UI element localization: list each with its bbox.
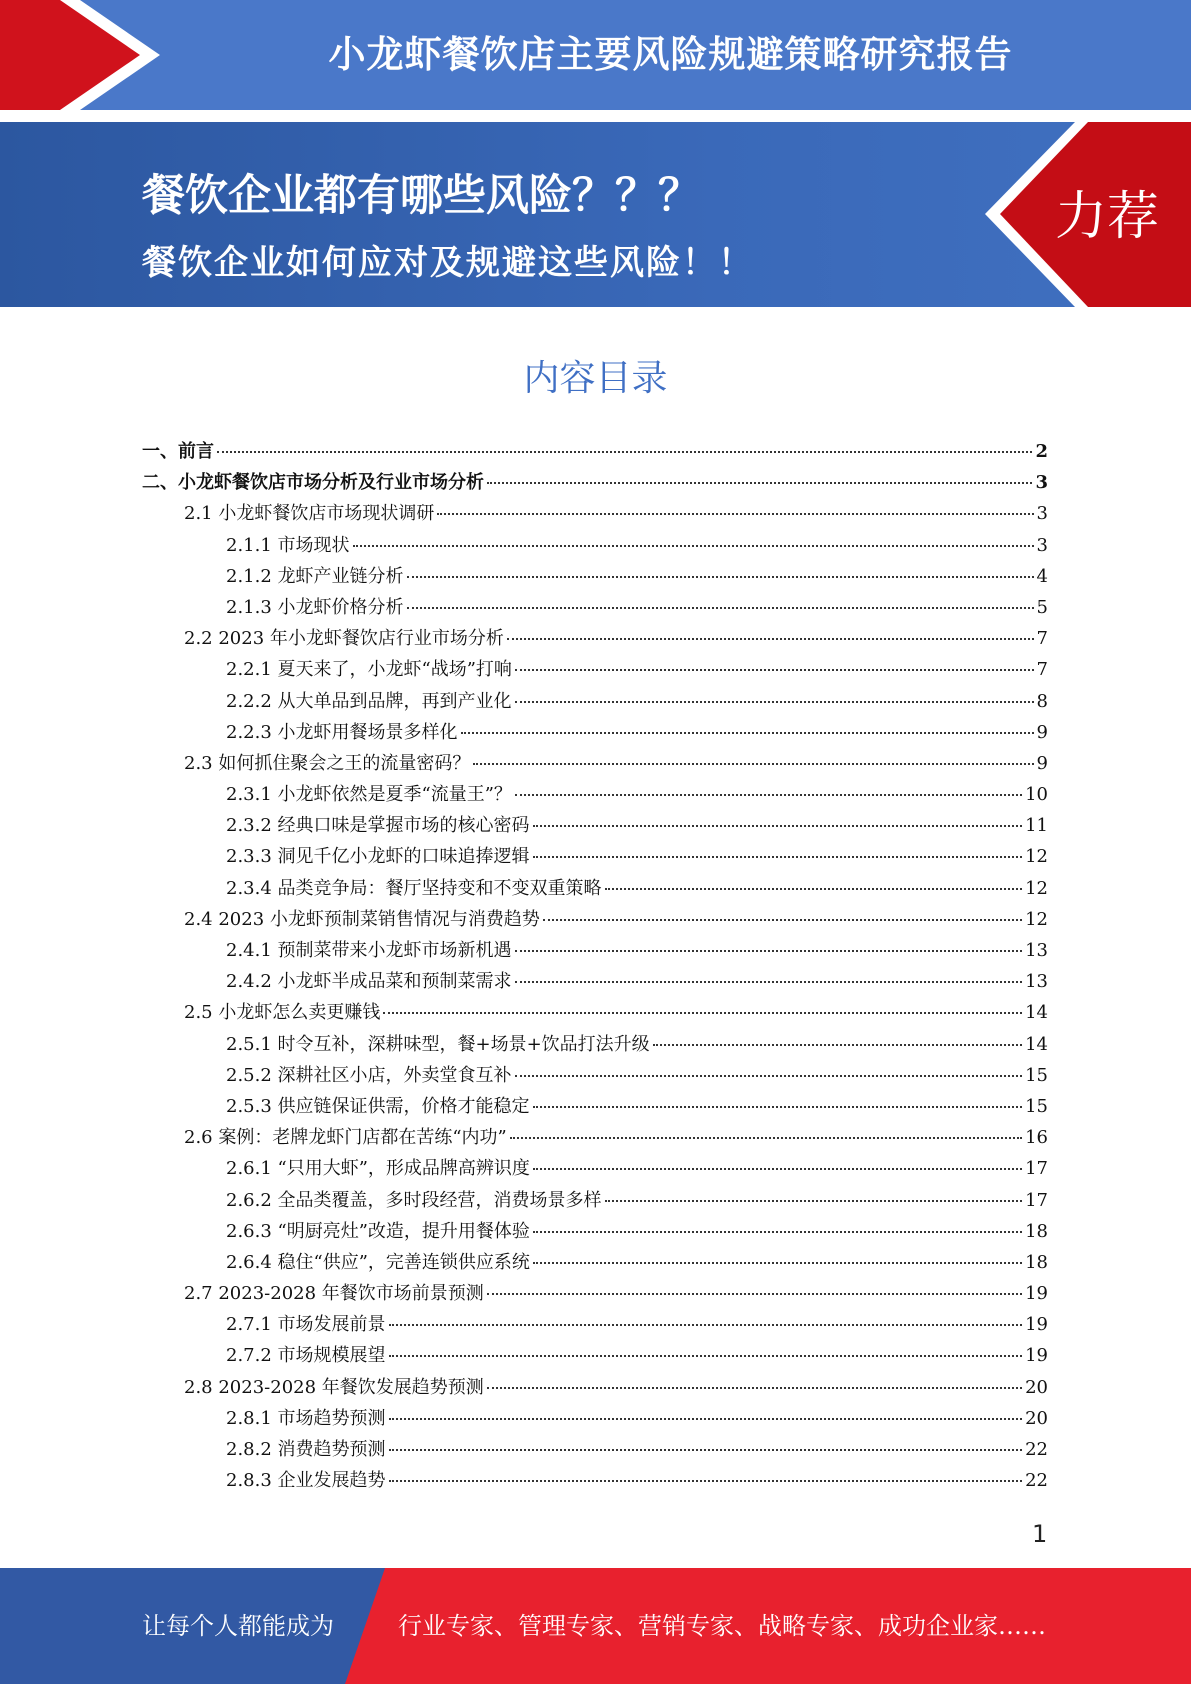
toc-dot-leader xyxy=(389,1355,1023,1357)
toc-entry-page: 12 xyxy=(1025,877,1048,899)
toc-entry-page: 2 xyxy=(1035,441,1048,462)
toc-dot-leader xyxy=(507,638,1034,640)
page-number: 1 xyxy=(1032,1520,1048,1548)
toc-entry-page: 16 xyxy=(1025,1127,1048,1149)
toc-entry[interactable] xyxy=(142,1030,1048,1061)
toc-entry[interactable] xyxy=(142,468,1048,499)
toc-entry-page: 17 xyxy=(1025,1158,1048,1180)
toc-entry-label: 2.1.1 市场现状 xyxy=(226,534,350,556)
toc-entry[interactable] xyxy=(142,1310,1048,1341)
toc-dot-leader xyxy=(533,825,1023,827)
toc-entry-label: 2.2.1 夏天来了，小龙虾“战场”打响 xyxy=(226,659,512,681)
toc-entry-page: 17 xyxy=(1025,1189,1048,1211)
toc-entry-label: 二、小龙虾餐饮店市场分析及行业市场分析 xyxy=(142,472,484,494)
toc-dot-leader xyxy=(533,1231,1022,1233)
toc-entry-label: 2.8.2 消费趋势预测 xyxy=(226,1439,386,1460)
toc-entry[interactable] xyxy=(142,1217,1048,1248)
toc-entry[interactable] xyxy=(142,1341,1048,1372)
toc-entry-page: 8 xyxy=(1036,690,1048,712)
toc-entry[interactable] xyxy=(142,499,1048,530)
toc-dot-leader xyxy=(437,513,1033,515)
toc-dot-leader xyxy=(487,482,1032,484)
toc-entry[interactable] xyxy=(142,1092,1048,1123)
toc-entry-page: 22 xyxy=(1025,1470,1048,1492)
toc-dot-leader xyxy=(515,1075,1023,1077)
recommend-badge: 力荐 xyxy=(1055,187,1160,247)
toc-entry-page: 18 xyxy=(1025,1220,1048,1242)
toc-entry[interactable] xyxy=(142,1435,1048,1466)
toc-dot-leader xyxy=(515,950,1023,952)
toc-dot-leader xyxy=(383,1012,1022,1014)
toc-entry-page: 20 xyxy=(1025,1407,1048,1429)
toc-entry-label: 一、前言 xyxy=(142,441,214,462)
toc-dot-leader xyxy=(407,607,1034,609)
toc-entry[interactable] xyxy=(142,967,1048,998)
toc-entry-label: 2.6.3 “明厨亮灶”改造，提升用餐体验 xyxy=(226,1220,530,1242)
toc-entry[interactable] xyxy=(142,1373,1048,1404)
hero-banner xyxy=(0,122,1191,307)
toc-entry-label: 2.5 小龙虾怎么卖更赚钱 xyxy=(184,1002,381,1024)
toc-entry-label: 2.8.3 企业发展趋势 xyxy=(226,1470,386,1492)
toc-entry[interactable] xyxy=(142,874,1048,905)
toc-entry-label: 2.6.4 稳住“供应”，完善连锁供应系统 xyxy=(226,1251,530,1273)
toc-entry-page: 12 xyxy=(1025,846,1048,868)
toc-entry[interactable] xyxy=(142,531,1048,562)
toc-dot-leader xyxy=(653,1044,1022,1046)
toc-entry-label: 2.2.3 小龙虾用餐场景多样化 xyxy=(226,721,458,743)
toc-entry-label: 2.8 2023-2028 年餐饮发展趋势预测 xyxy=(184,1376,484,1398)
toc-dot-leader xyxy=(605,1200,1023,1202)
banner-headline-answers: 餐饮企业如何应对及规避这些风险！！ xyxy=(142,243,754,283)
toc-entry[interactable] xyxy=(142,437,1048,468)
toc-entry-label: 2.1 小龙虾餐饮店市场现状调研 xyxy=(184,503,435,525)
toc-entry-page: 19 xyxy=(1025,1283,1048,1305)
toc-entry[interactable] xyxy=(142,562,1048,593)
toc-entry-label: 2.1.3 小龙虾价格分析 xyxy=(226,596,404,618)
toc-entry-page: 18 xyxy=(1025,1251,1048,1273)
toc-entry[interactable] xyxy=(142,842,1048,873)
toc-entry[interactable] xyxy=(142,811,1048,842)
toc-entry-page: 5 xyxy=(1036,596,1048,618)
toc-entry-label: 2.4 2023 小龙虾预制菜销售情况与消费趋势 xyxy=(184,908,540,930)
toc-dot-leader xyxy=(407,576,1034,578)
toc-dot-leader xyxy=(533,1262,1022,1264)
toc-entry[interactable] xyxy=(142,624,1048,655)
toc-dot-leader xyxy=(461,732,1034,734)
toc-entry[interactable] xyxy=(142,593,1048,624)
toc-entry-label: 2.3 如何抓住聚会之王的流量密码？ xyxy=(184,752,471,774)
toc-entry-label: 2.6.2 全品类覆盖，多时段经营，消费场景多样 xyxy=(226,1189,602,1211)
footer-slogan-right: 行业专家、管理专家、营销专家、战略专家、成功企业家…… xyxy=(398,1612,1046,1640)
toc-entry-label: 2.4.2 小龙虾半成品菜和预制菜需求 xyxy=(226,971,512,993)
toc-entry-page: 11 xyxy=(1025,815,1048,837)
toc-dot-leader xyxy=(533,1106,1023,1108)
toc-dot-leader xyxy=(605,888,1023,890)
toc-entry-label: 2.7 2023-2028 年餐饮市场前景预测 xyxy=(184,1283,484,1305)
toc-entry-page: 15 xyxy=(1025,1064,1048,1086)
toc-entry[interactable] xyxy=(142,749,1048,780)
toc-entry-label: 2.2 2023 年小龙虾餐饮店行业市场分析 xyxy=(184,628,504,650)
footer-slogan-left: 让每个人都能成为 xyxy=(142,1612,334,1640)
footer-bar xyxy=(0,1568,1191,1684)
toc-entry-page: 20 xyxy=(1025,1376,1048,1398)
toc-entry-label: 2.8.1 市场趋势预测 xyxy=(226,1407,386,1429)
toc-entry-page: 19 xyxy=(1025,1314,1048,1336)
toc-entry-page: 22 xyxy=(1025,1439,1048,1460)
toc-entry-page: 10 xyxy=(1025,784,1048,806)
toc-entry-page: 9 xyxy=(1036,752,1048,774)
toc-entry[interactable] xyxy=(142,1279,1048,1310)
toc-entry-page: 14 xyxy=(1025,1002,1048,1024)
toc-dot-leader xyxy=(533,856,1023,858)
toc-entry-label: 2.1.2 龙虾产业链分析 xyxy=(226,565,404,587)
toc-entry[interactable] xyxy=(142,1404,1048,1435)
toc-dot-leader xyxy=(533,1168,1022,1170)
toc-entry-page: 9 xyxy=(1036,721,1048,743)
toc-entry-label: 2.7.2 市场规模展望 xyxy=(226,1345,386,1367)
top-title-bar xyxy=(0,0,1191,110)
report-title: 小龙虾餐饮店主要风险规避策略研究报告 xyxy=(328,33,1013,76)
toc-dot-leader xyxy=(217,451,1032,453)
toc-entry[interactable] xyxy=(142,1248,1048,1279)
toc-dot-leader xyxy=(389,1480,1023,1482)
toc-entry[interactable] xyxy=(142,718,1048,749)
toc-entry-page: 14 xyxy=(1025,1033,1048,1055)
toc-dot-leader xyxy=(353,545,1034,547)
toc-entry-page: 19 xyxy=(1025,1345,1048,1367)
toc-dot-leader xyxy=(515,981,1023,983)
toc-entry-label: 2.3.2 经典口味是掌握市场的核心密码 xyxy=(226,815,530,837)
toc-dot-leader xyxy=(487,1293,1022,1295)
toc-entry-label: 2.2.2 从大单品到品牌，再到产业化 xyxy=(226,690,512,712)
toc-dot-leader xyxy=(515,669,1034,671)
toc-entry-page: 7 xyxy=(1036,659,1048,681)
toc-entry[interactable] xyxy=(142,1061,1048,1092)
toc-entry-label: 2.5.2 深耕社区小店，外卖堂食互补 xyxy=(226,1064,512,1086)
toc-dot-leader xyxy=(389,1449,1023,1451)
toc-entry-page: 15 xyxy=(1025,1095,1048,1117)
toc-entry-page: 3 xyxy=(1035,472,1048,494)
toc-dot-leader xyxy=(510,1137,1022,1139)
header-divider xyxy=(0,110,1191,122)
toc-dot-leader xyxy=(515,701,1034,703)
toc-entry[interactable] xyxy=(142,1154,1048,1185)
toc-title: 内容目录 xyxy=(523,358,668,399)
toc-entry-label: 2.7.1 市场发展前景 xyxy=(226,1314,386,1336)
toc-entry-label: 2.4.1 预制菜带来小龙虾市场新机遇 xyxy=(226,940,512,961)
toc-entry[interactable] xyxy=(142,1466,1048,1497)
toc-entry[interactable] xyxy=(142,998,1048,1029)
banner-headline-questions: 餐饮企业都有哪些风险？？？ xyxy=(142,171,701,221)
toc-dot-leader xyxy=(473,763,1033,765)
toc-entry-label: 2.5.3 供应链保证供需，价格才能稳定 xyxy=(226,1095,530,1117)
toc-entry-label: 2.3.3 洞见千亿小龙虾的口味追捧逻辑 xyxy=(226,846,530,868)
toc-entry[interactable] xyxy=(142,1186,1048,1217)
toc-entry[interactable] xyxy=(142,936,1048,967)
toc-entry-label: 2.3.4 品类竞争局：餐厅坚持变和不变双重策略 xyxy=(226,877,602,899)
toc-entry-page: 7 xyxy=(1036,628,1048,650)
toc-dot-leader xyxy=(543,919,1022,921)
toc-entry[interactable] xyxy=(142,687,1048,718)
toc-entry-page: 13 xyxy=(1025,940,1048,961)
toc-entry-page: 13 xyxy=(1025,971,1048,993)
toc-entry-label: 2.5.1 时令互补，深耕味型，餐+场景+饮品打法升级 xyxy=(226,1033,650,1055)
toc-dot-leader xyxy=(389,1418,1023,1420)
toc-dot-leader xyxy=(389,1324,1023,1326)
toc-entry[interactable] xyxy=(142,1123,1048,1154)
toc-entry-label: 2.6.1 “只用大虾”，形成品牌高辨识度 xyxy=(226,1158,530,1180)
toc-entry-page: 3 xyxy=(1036,534,1048,556)
toc-entry-label: 2.3.1 小龙虾依然是夏季“流量王”？ xyxy=(226,784,512,806)
toc-entry-page: 3 xyxy=(1036,503,1048,525)
toc-entry[interactable] xyxy=(142,780,1048,811)
toc-dot-leader xyxy=(515,794,1022,796)
toc-entry-label: 2.6 案例：老牌龙虾门店都在苦练“内功” xyxy=(184,1127,507,1149)
table-of-contents xyxy=(142,437,1048,1497)
toc-entry-page: 4 xyxy=(1036,565,1048,587)
toc-entry[interactable] xyxy=(142,905,1048,936)
red-corner-block xyxy=(0,0,150,110)
toc-dot-leader xyxy=(487,1387,1022,1389)
toc-entry-page: 12 xyxy=(1025,908,1048,930)
toc-entry[interactable] xyxy=(142,655,1048,686)
